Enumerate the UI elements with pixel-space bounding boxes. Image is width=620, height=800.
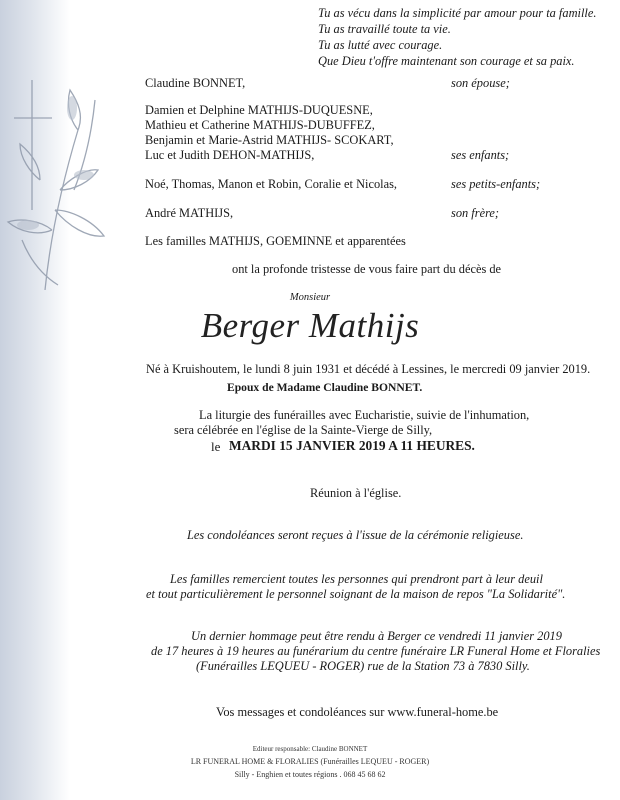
brother-name: André MATHIJS, xyxy=(145,206,234,220)
homage-line-1: Un dernier hommage peut être rendu à Berger ce vendredi 11 janvier 2019 xyxy=(191,629,562,643)
condolences-text: Les condoléances seront reçues à l'issue de la cérémonie religieuse. xyxy=(187,528,524,542)
poem-line-1: Tu as vécu dans la simplicité par amour pour ta famille. xyxy=(318,6,597,20)
child-name-2: Mathieu et Catherine MATHIJS-DUBUFFEZ, xyxy=(145,118,375,132)
messages-link-text: Vos messages et condoléances sur www.funeral-home.be xyxy=(216,705,499,719)
thanks-line-1: Les familles remercient toutes les personnes qui prendront part à leur deuil xyxy=(170,572,543,586)
child-name-1: Damien et Delphine MATHIJS-DUQUESNE, xyxy=(145,103,373,117)
announcement-text: ont la profonde tristesse de vous faire part du décès de xyxy=(232,262,502,276)
extended-families: Les familles MATHIJS, GOEMINNE et apparentées xyxy=(145,234,406,248)
ceremony-date: MARDI 15 JANVIER 2019 A 11 HEURES. xyxy=(229,438,475,453)
grandchildren-names: Noé, Thomas, Manon et Robin, Coralie et Nicolas, xyxy=(145,177,398,191)
grandchildren-relation: ses petits-enfants; xyxy=(451,177,541,191)
homage-line-2: de 17 heures à 19 heures au funérarium du centre funéraire LR Funeral Home et Floralies xyxy=(151,644,601,658)
poem-line-4: Que Dieu t'offre maintenant son courage et sa paix. xyxy=(318,54,575,68)
deceased-title: Monsieur xyxy=(289,292,331,303)
deceased-name: Berger Mathijs xyxy=(200,306,420,345)
meeting-text: Réunion à l'église. xyxy=(310,486,402,500)
ceremony-line-2: sera célébrée en l'église de la Sainte-Vierge de Silly, xyxy=(174,423,433,437)
child-name-4: Luc et Judith DEHON-MATHIJS, xyxy=(145,148,315,162)
spouse-of-line: Epoux de Madame Claudine BONNET. xyxy=(227,381,423,394)
spouse-name: Claudine BONNET, xyxy=(145,76,246,90)
footer-responsible: Editeur responsable: Claudine BONNET xyxy=(252,745,368,753)
footer-contact: Silly - Enghien et toutes régions . 068 45 68 62 xyxy=(234,770,386,779)
child-name-3: Benjamin et Marie-Astrid MATHIJS- SCOKART, xyxy=(145,133,394,147)
spouse-relation: son épouse; xyxy=(451,76,510,90)
cross-and-lilies-illustration xyxy=(0,60,115,290)
brother-relation: son frère; xyxy=(451,206,500,220)
poem-line-3: Tu as lutté avec courage. xyxy=(318,38,443,52)
birth-death-line: Né à Kruishoutem, le lundi 8 juin 1931 et décédé à Lessines, le mercredi 09 janvier 2019. xyxy=(146,362,591,376)
thanks-line-2: et tout particulièrement le personnel soignant de la maison de repos "La Solidarité". xyxy=(146,587,566,601)
children-relation: ses enfants; xyxy=(451,148,510,162)
ceremony-line-1: La liturgie des funérailles avec Eucharistie, suivie de l'inhumation, xyxy=(199,408,530,422)
poem-line-2: Tu as travaillé toute ta vie. xyxy=(318,22,451,36)
ceremony-date-prefix: le xyxy=(211,439,221,454)
homage-line-3: (Funérailles LEQUEU - ROGER) rue de la Station 73 à 7830 Silly. xyxy=(196,659,530,673)
footer-company: LR FUNERAL HOME & FLORALIES (Funérailles LEQUEU - ROGER) xyxy=(190,757,430,766)
